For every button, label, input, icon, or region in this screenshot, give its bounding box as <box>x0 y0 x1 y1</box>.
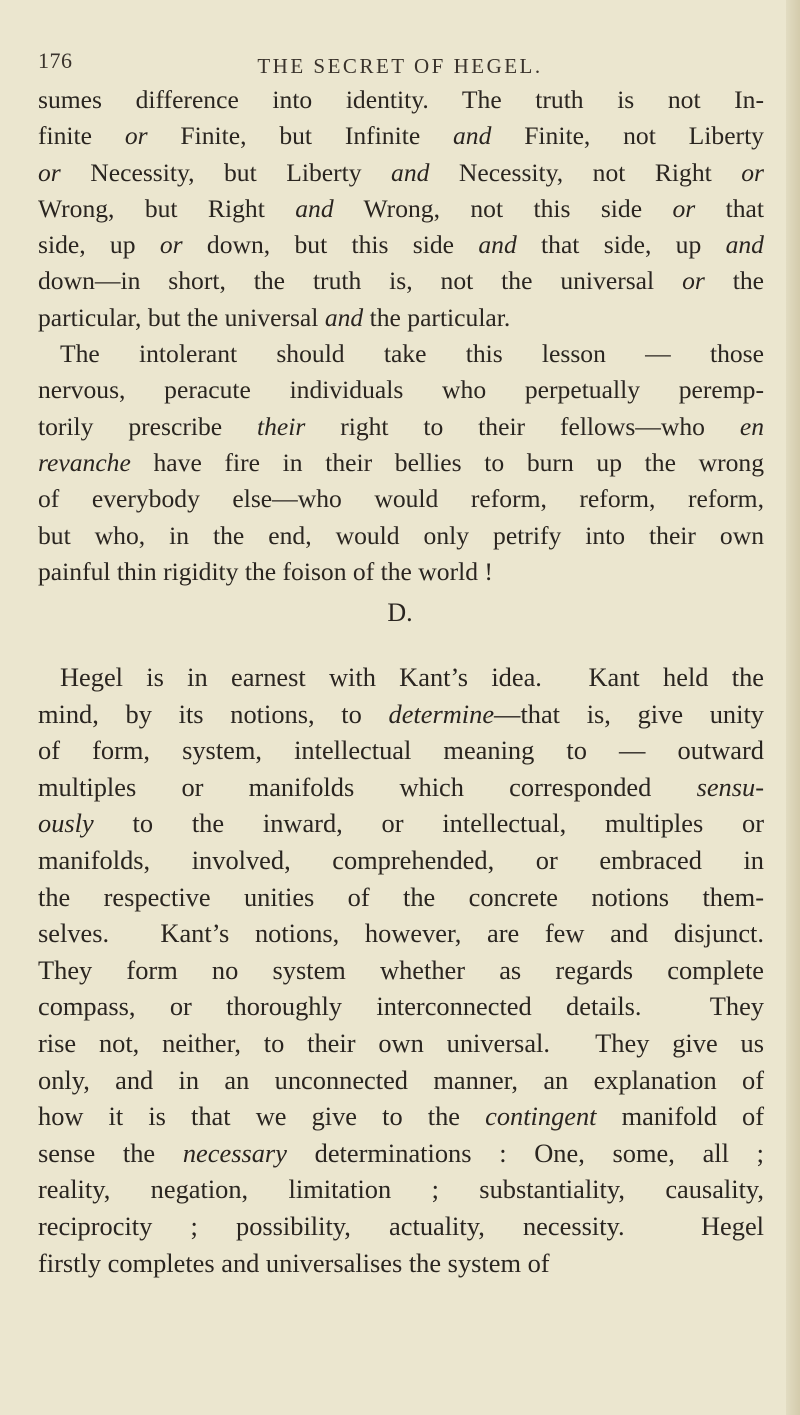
text-line <box>38 409 764 445</box>
text-run: compass, or thoroughly interconnected details. They <box>38 991 764 1022</box>
italic-text: contingent <box>485 1101 597 1132</box>
text-run: that side, up <box>516 230 726 260</box>
text-line <box>38 1208 764 1245</box>
text-line <box>38 915 764 952</box>
text-line <box>38 988 764 1025</box>
text-run: Necessity, not Right <box>429 157 742 187</box>
text-run: Finite, but Infinite <box>147 121 453 151</box>
text-line <box>38 227 764 263</box>
italic-text: and <box>324 302 364 332</box>
text-line <box>38 263 764 299</box>
italic-text: and <box>391 157 430 187</box>
text-run: Wrong, but Right <box>38 193 296 223</box>
text-run: to the inward, or intellectual, multiples or <box>93 808 764 839</box>
text-run: Necessity, but Liberty <box>60 157 392 187</box>
text-line <box>38 518 764 554</box>
text-line <box>38 842 764 879</box>
paragraph-3 <box>38 659 764 1281</box>
italic-text: their <box>256 411 306 441</box>
text-run: Wrong, not this side <box>333 193 673 223</box>
text-run: determinations : One, some, all ; <box>286 1137 764 1168</box>
text-run: down, but this side <box>182 230 479 260</box>
italic-text: ously <box>38 808 94 839</box>
italic-text: sensu- <box>696 771 764 802</box>
text-run: reciprocity ; possibility, actuality, necessity. Hegel <box>38 1210 764 1241</box>
text-run: They form no system whether as regards complete <box>38 954 764 985</box>
text-line <box>38 336 764 372</box>
text-run: rise not, neither, to their own universal. They give us <box>38 1027 764 1058</box>
text-run: The intolerant should take this lesson — those <box>60 339 764 369</box>
text-run: that <box>695 193 765 223</box>
text-line <box>38 372 764 408</box>
text-run: torily prescribe <box>38 411 257 441</box>
text-line <box>38 732 764 769</box>
italic-text: and <box>295 193 334 223</box>
text-run: firstly completes and universalises the system of <box>38 1247 550 1278</box>
section-heading: D. <box>387 598 413 627</box>
text-line <box>38 1025 764 1062</box>
text-run: Finite, not Liberty <box>491 121 764 151</box>
italic-text: necessary <box>182 1137 287 1168</box>
text-line <box>38 155 764 191</box>
text-run: manifold of <box>596 1101 764 1132</box>
text-run: multiples or manifolds which corresponded <box>38 771 697 802</box>
italic-text: and <box>725 230 764 260</box>
text-run: manifolds, involved, comprehended, or embraced in <box>38 844 764 875</box>
text-line <box>38 1135 764 1172</box>
italic-text: or <box>741 157 764 187</box>
italic-text: and <box>478 230 517 260</box>
italic-text: and <box>453 121 492 151</box>
text-line <box>38 481 764 517</box>
text-line <box>38 805 764 842</box>
page-edge <box>786 0 800 1415</box>
italic-text: or <box>672 193 696 223</box>
page-header <box>0 44 800 84</box>
text-block-top <box>38 82 764 590</box>
text-run: of form, system, intellectual meaning to — outward <box>38 735 764 766</box>
text-line <box>38 952 764 989</box>
text-run: down—in short, the truth is, not the universal <box>38 266 683 296</box>
italic-text: or <box>682 266 705 296</box>
text-run: nervous, peracute individuals who perpetually peremp- <box>38 375 764 405</box>
italic-text: or <box>38 157 61 187</box>
text-run: the respective unities of the concrete notions them- <box>38 881 764 912</box>
text-run: how it is that we give to the <box>38 1101 486 1132</box>
text-run: sense the <box>38 1137 183 1168</box>
text-run: only, and in an unconnected manner, an explanation of <box>38 1064 764 1095</box>
text-run: selves. Kant’s notions, however, are few and disjunct. <box>38 918 764 949</box>
text-line <box>38 191 764 227</box>
text-run: sumes difference into identity. The truth is not In- <box>38 85 764 114</box>
running-head: THE SECRET OF HEGEL. <box>257 54 543 78</box>
text-run: painful thin rigidity the foison of the world ! <box>38 556 493 586</box>
text-line <box>38 300 764 336</box>
text-run: finite <box>38 121 125 151</box>
text-line <box>38 82 764 118</box>
text-block-bottom <box>38 659 764 1281</box>
text-run: —that is, give unity <box>494 698 764 729</box>
italic-text: or <box>159 230 183 260</box>
text-run: the particular. <box>363 302 511 332</box>
paragraph-2 <box>38 336 764 590</box>
text-run: the <box>704 266 764 296</box>
text-line <box>38 659 764 696</box>
text-run: Hegel is in earnest with Kant’s idea. Kant held the <box>60 662 764 692</box>
text-line <box>38 879 764 916</box>
text-line <box>38 696 764 733</box>
text-line <box>38 769 764 806</box>
text-line <box>38 445 764 481</box>
text-line <box>38 1062 764 1099</box>
italic-text: determine <box>388 698 495 729</box>
text-run: have fire in their bellies to burn up the wrong <box>130 447 764 477</box>
text-run: particular, but the universal <box>38 302 325 332</box>
text-run: side, up <box>38 230 160 260</box>
text-line <box>38 118 764 154</box>
text-run: mind, by its notions, to <box>38 698 389 729</box>
text-line <box>38 1245 764 1282</box>
italic-text: revanche <box>38 447 131 477</box>
page-number: 176 <box>38 48 73 73</box>
text-line <box>38 1098 764 1135</box>
text-run: but who, in the end, would only petrify into their own <box>38 520 764 550</box>
text-run: of everybody else—who would reform, reform, reform, <box>38 484 764 514</box>
italic-text: en <box>739 411 764 441</box>
italic-text: or <box>124 121 148 151</box>
text-line <box>38 1171 764 1208</box>
text-run: reality, negation, limitation ; substantiality, causality, <box>38 1174 764 1205</box>
text-run: right to their fellows—who <box>305 411 740 441</box>
text-line <box>38 554 764 590</box>
paragraph-1 <box>38 82 764 336</box>
